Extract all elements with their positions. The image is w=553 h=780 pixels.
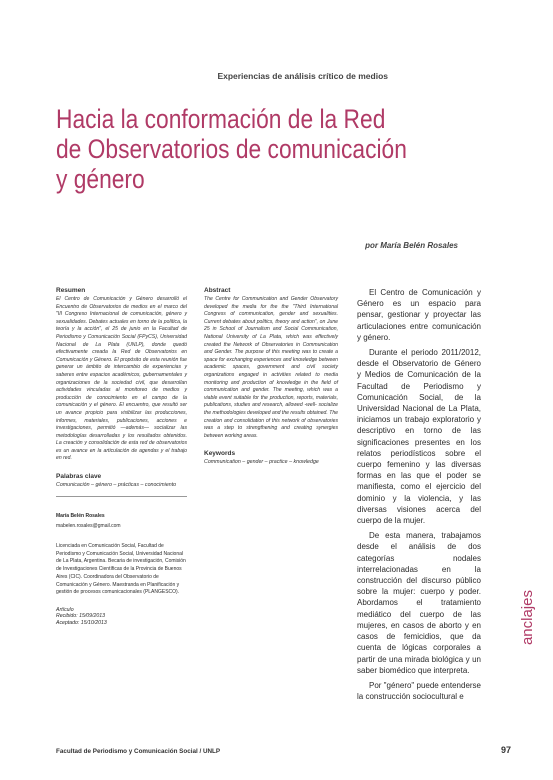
received-date: Recibido: 15/09/2013 [56, 612, 106, 619]
body-paragraph: De esta manera, trabajamos desde el análisis de dos categorías nodales interrelacionadas en la construcción del discurso público sobre la mujer: cuerpo y poder. Abordamos el tratamiento mediático del cuerpo de las mujeres, en casos de aborto y en casos de femicidios, que da cuenta de lógicas corporales a partir de una mirada biológica y un saber biomédico que interpreta. [357, 531, 481, 675]
author-email: mabelen.rosales@gmail.com [56, 523, 121, 530]
byline: por María Belén Rosales [365, 241, 458, 250]
title-line-1: Hacia la conformación de la Red [56, 104, 386, 134]
section-label: Experiencias de análisis crítico de medios [217, 71, 388, 81]
palabras-clave-heading: Palabras clave [56, 473, 102, 481]
body-paragraph: Por "género" puede entenderse la construcción sociocultural e [357, 680, 481, 702]
abstract-text: The Centre for Communication and Gender Observatory developed the media for the the "Third International Congress of communication, gender and sexualities. Current debates about politics, theory and action", on June 25 in School of Journalism and Social Communication, National University of La Plata, which was effectively created the Network of Observatories in Communication and Gender. The purpose of this meeting was to create a space for exchanging experiences and knowledge between academic spaces, government and civil society organizations engaged in activities related to media monitoring and production of knowledge in the field of communication and gender. The meeting, which was a viable event suitable for the production, reports, materials, publications, studies and research, allowed -well- socialize the methodologies developed and the results obtained. The creation and consolidation of this network of observatories was a step to strengthening and creating synergies between working areas. [204, 296, 338, 439]
keywords-text: Communication – gender – practice – knowledge [204, 459, 319, 466]
body-column [357, 287, 481, 706]
journal-side-tab: anclajes [519, 590, 536, 646]
middle-column [204, 287, 338, 465]
article-label: Artículo [56, 606, 74, 613]
author-bio: Licenciada en Comunicación Social, Facultad de Periodismo y Comunicación Social, Universidad Nacional de La Plata, Argentina. Becaria de investigación, Comisión de Investigaciones Científicas de la Provincia de Buenos Aires (CIC). Coordinadora del Observatorio de Comunicación y Género. Maestranda en Planificación y gestión de procesos comunicacionales (PLANGESCO). [56, 543, 186, 596]
footer-institution: Facultad de Periodismo y Comunicación Social / UNLP [56, 748, 221, 755]
title-line-3: y género [56, 164, 145, 194]
body-paragraph: El Centro de Comunicación y Género es un espacio para pensar, gestionar y proyectar las articulaciones entre comunicación y género. [357, 288, 481, 342]
resumen-text: El Centro de Comunicación y Género desarrolló el Encuentro de Observatorios de medios en el marco del "III Congreso Internacional de comunicación, género y sexualidades. Debates actuales en torno de la política, la teoría y la acción", el 25 de junio en la Facultad de Periodismo y Comunicación Social (FPyCS), Universidad Nacional de La Plata (UNLP), donde quedó efectivamente creada la Red de Observatorios en Comunicación y Género. El propósito de esta reunión fue generar un ámbito de intercambio de experiencias y saberes entre espacios académicos, gubernamentales y organizaciones de la sociedad civil, que desarrollan actividades vinculadas al monitoreo de medios y producción de conocimiento en el campo de la comunicación y el género. El encuentro, que resultó ser un avance propicio para visibilizar las producciones, informes, materiales, publicaciones, acciones e investigaciones, permitió —además— socializar las metodologías desarrolladas y los resultados obtenidos. La creación y consolidación de esta red de observatorios es un avance en la articulación de agendas y el trabajo en red. [56, 296, 187, 462]
accepted-date: Aceptado: 15/10/2013 [56, 620, 107, 627]
left-column [56, 287, 187, 628]
palabras-clave-text: Comunicación – género – prácticas – conocimiento [56, 482, 177, 489]
body-paragraph: Durante el periodo 2011/2012, desde el Observatorio de Género y Medios de Comunicación de la Facultad de Periodismo y Comunicación Social, de la Universidad Nacional de La Plata, iniciamos un trabajo exploratorio y descriptivo en torno de las significaciones presentes en los relatos periodísticos sobre el cuerpo femenino y las diversas formas en las que el poder se manifiesta, como el ejercicio del dominio y la violencia, y las diversas visiones acerca del cuerpo de la mujer. [357, 348, 481, 526]
divider [56, 496, 187, 497]
abstract-heading: Abstract [204, 287, 231, 294]
resumen-heading: Resumen [56, 287, 86, 294]
article-title [56, 104, 407, 194]
author-name: María Belén Rosales [56, 513, 105, 520]
title-line-2: de Observatorios de comunicación [56, 134, 407, 164]
page-number: 97 [500, 745, 511, 755]
keywords-heading: Keywords [204, 450, 236, 458]
